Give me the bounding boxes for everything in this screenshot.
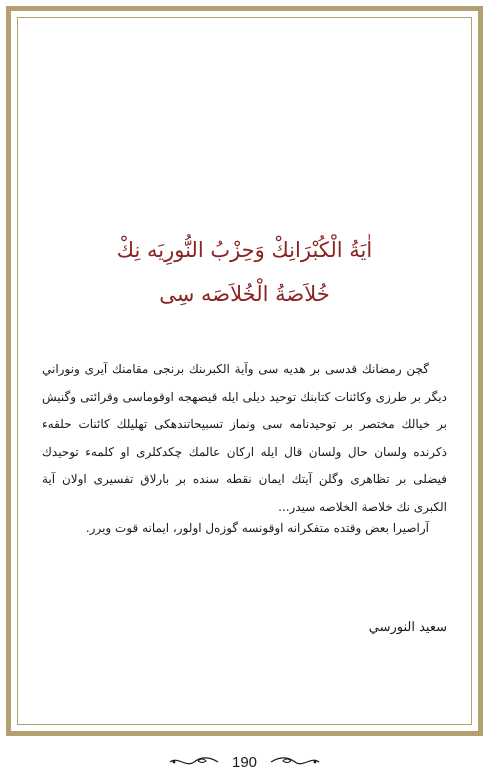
swirl-ornament-icon [269,755,321,769]
title-line-2: خُلاَصَةُ الْخُلاَصَه سِى [159,282,330,306]
author-signature: سعيد النورسي [368,620,447,635]
body-text [42,356,447,543]
swirl-ornament-icon [168,755,220,769]
page-border-outer [6,6,483,736]
paragraph-1: گچن رمضانك قدسى بر هديه سى وآية الكبرىنك برنجى مقامنك آيرى ونوراني ديگر بر طرزى وكائنات كتابنك توحيد ديلى ايله قيصهجه اوقوماسى وقرائتى وگنيش بر خيالك مختصر بر توحيدنامه سى ونماز تسبيحاتندهكى تهليلك كائنات حلقهء ذكرنده ولسان حال ولسان قال ايله اركان عالمك چكدكلرى او كلمهء توحيدك فيضلى بر تظاهرى وگلن آيتك ايمان نقطه سنده بر بارلاق تفسيرى اولان آية الكبرى نك خلاصة الخلاصه سيدر... [42,362,447,514]
page-border-inner [17,17,472,725]
page-footer [0,750,489,774]
page-number: 190 [231,753,258,771]
page-content [42,18,447,724]
paragraph-2: آراصيرا بعض وقتده متفكرانه اوقونسه گوزەل اولور، ايمانه قوت ويرر. [85,521,429,535]
title-line-1: اٰيَةُ الْكُبْرَانِكْ وَحِزْبُ النُّورِيَه نِكْ [116,238,373,262]
page-title [42,228,447,316]
